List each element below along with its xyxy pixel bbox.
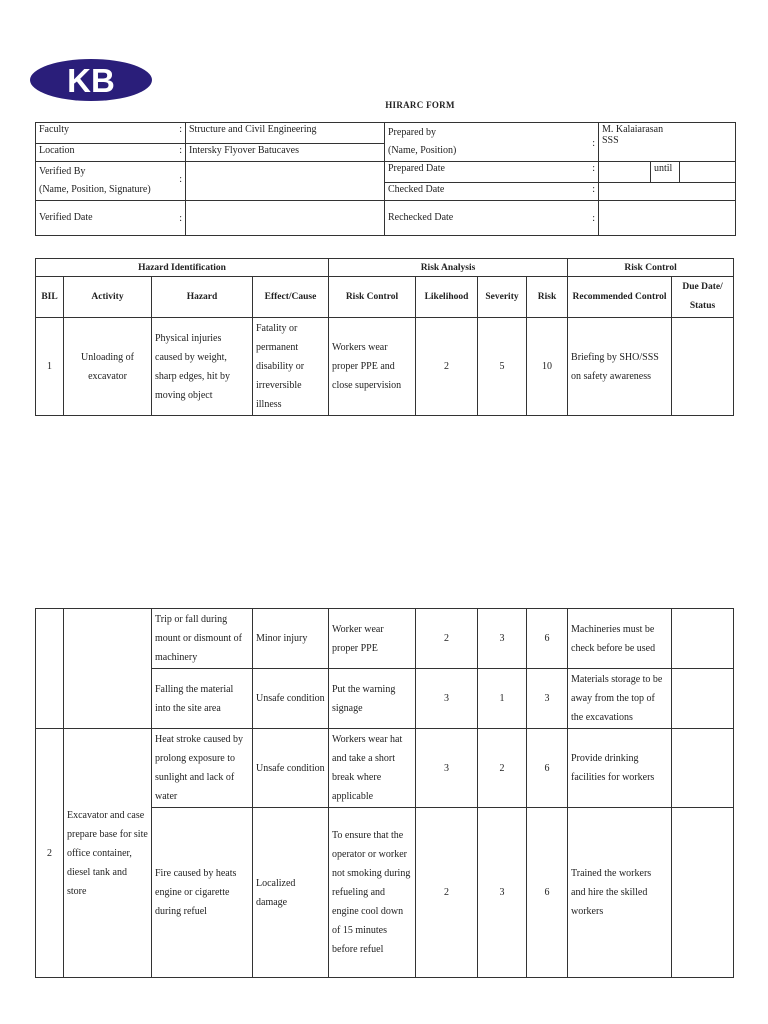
row2a-severity: 2 [478,729,527,808]
row2a-risk: 6 [527,729,568,808]
row1-likelihood: 2 [416,318,478,416]
row2b-control: To ensure that the operator or worker not smoking during refueling and engine cool down of 15 minutes before refuel [329,808,416,978]
cont1-hazard: Trip or fall during mount or dismount of machinery [152,609,253,669]
rechecked-date-label: Rechecked Date : [385,201,599,236]
group-risk-control: Risk Control [568,259,734,277]
row1-recommended: Briefing by SHO/SSS on safety awareness [568,318,672,416]
table-row [36,729,734,808]
form-title: HIRARC FORM [385,100,455,110]
faculty-value: Structure and Civil Engineering [186,123,385,144]
prepared-date-from [599,162,651,183]
cont2-severity: 1 [478,669,527,729]
cont1-due [672,609,734,669]
cont2-risk: 3 [527,669,568,729]
row2b-due [672,808,734,978]
prepared-by-label: Prepared by (Name, Position) : [385,123,599,162]
hirarc-table [35,258,734,416]
row2-bil: 2 [36,729,64,978]
rechecked-date-value [599,201,736,236]
location-value: Intersky Flyover Batucaves [186,143,385,161]
table-row [36,318,734,416]
group-risk-analysis: Risk Analysis [329,259,568,277]
cont1-recommended: Machineries must be check before be used [568,609,672,669]
row1-effect: Fatality or permanent disability or irreversible illness [253,318,329,416]
cont1-severity: 3 [478,609,527,669]
col-likelihood: Likelihood [416,277,478,318]
hirarc-table-continued [35,608,734,978]
prepared-date-label: Prepared Date : [385,162,599,183]
cont2-control: Put the warning signage [329,669,416,729]
row1-due [672,318,734,416]
col-severity: Severity [478,277,527,318]
row2a-recommended: Provide drinking facilities for workers [568,729,672,808]
row2-activity: Excavator and case prepare base for site office container, diesel tank and store [64,729,152,978]
cont2-effect: Unsafe condition [253,669,329,729]
verified-by-value [186,162,385,201]
col-effect: Effect/Cause [253,277,329,318]
row2a-effect: Unsafe condition [253,729,329,808]
logo-text: KB [67,62,115,99]
row2a-hazard: Heat stroke caused by prolong exposure to sunlight and lack of water [152,729,253,808]
until-label: until [651,162,680,183]
prepared-date-until [680,162,736,183]
row1-severity: 5 [478,318,527,416]
cont-activity [64,609,152,729]
row2b-risk: 6 [527,808,568,978]
checked-date-label: Checked Date : [385,182,599,200]
row1-activity: Unloading of excavator [64,318,152,416]
cont-bil [36,609,64,729]
row1-bil: 1 [36,318,64,416]
checked-date-value [599,182,736,200]
row2b-recommended: Trained the workers and hire the skilled workers [568,808,672,978]
cont1-control: Worker wear proper PPE [329,609,416,669]
cont2-hazard: Falling the material into the site area [152,669,253,729]
kb-logo [29,58,153,102]
cont1-effect: Minor injury [253,609,329,669]
verified-date-label: Verified Date : [36,201,186,236]
row1-risk: 10 [527,318,568,416]
row2b-hazard: Fire caused by heats engine or cigarette during refuel [152,808,253,978]
row2a-due [672,729,734,808]
cont1-likelihood: 2 [416,609,478,669]
row2b-likelihood: 2 [416,808,478,978]
cont2-recommended: Materials storage to be away from the top of the excavations [568,669,672,729]
cont1-risk: 6 [527,609,568,669]
row1-hazard: Physical injuries caused by weight, sharp edges, hit by moving object [152,318,253,416]
col-activity: Activity [64,277,152,318]
row2b-effect: Localized damage [253,808,329,978]
row1-control: Workers wear proper PPE and close supervision [329,318,416,416]
col-risk: Risk [527,277,568,318]
header-info-table [35,122,736,236]
table-row [36,609,734,669]
verified-by-label: Verified By (Name, Position, Signature) : [36,162,186,201]
row2b-severity: 3 [478,808,527,978]
verified-date-value [186,201,385,236]
prepared-by-value: M. Kalaiarasan SSS [599,123,736,162]
group-hazard-identification: Hazard Identification [36,259,329,277]
location-label: Location : [36,143,186,161]
col-due-date-status: Due Date/ Status [672,277,734,318]
cont2-due [672,669,734,729]
cont2-likelihood: 3 [416,669,478,729]
col-bil: BIL [36,277,64,318]
row2a-control: Workers wear hat and take a short break where applicable [329,729,416,808]
col-hazard: Hazard [152,277,253,318]
col-risk-control: Risk Control [329,277,416,318]
row2a-likelihood: 3 [416,729,478,808]
faculty-label: Faculty : [36,123,186,144]
col-recommended-control: Recommended Control [568,277,672,318]
